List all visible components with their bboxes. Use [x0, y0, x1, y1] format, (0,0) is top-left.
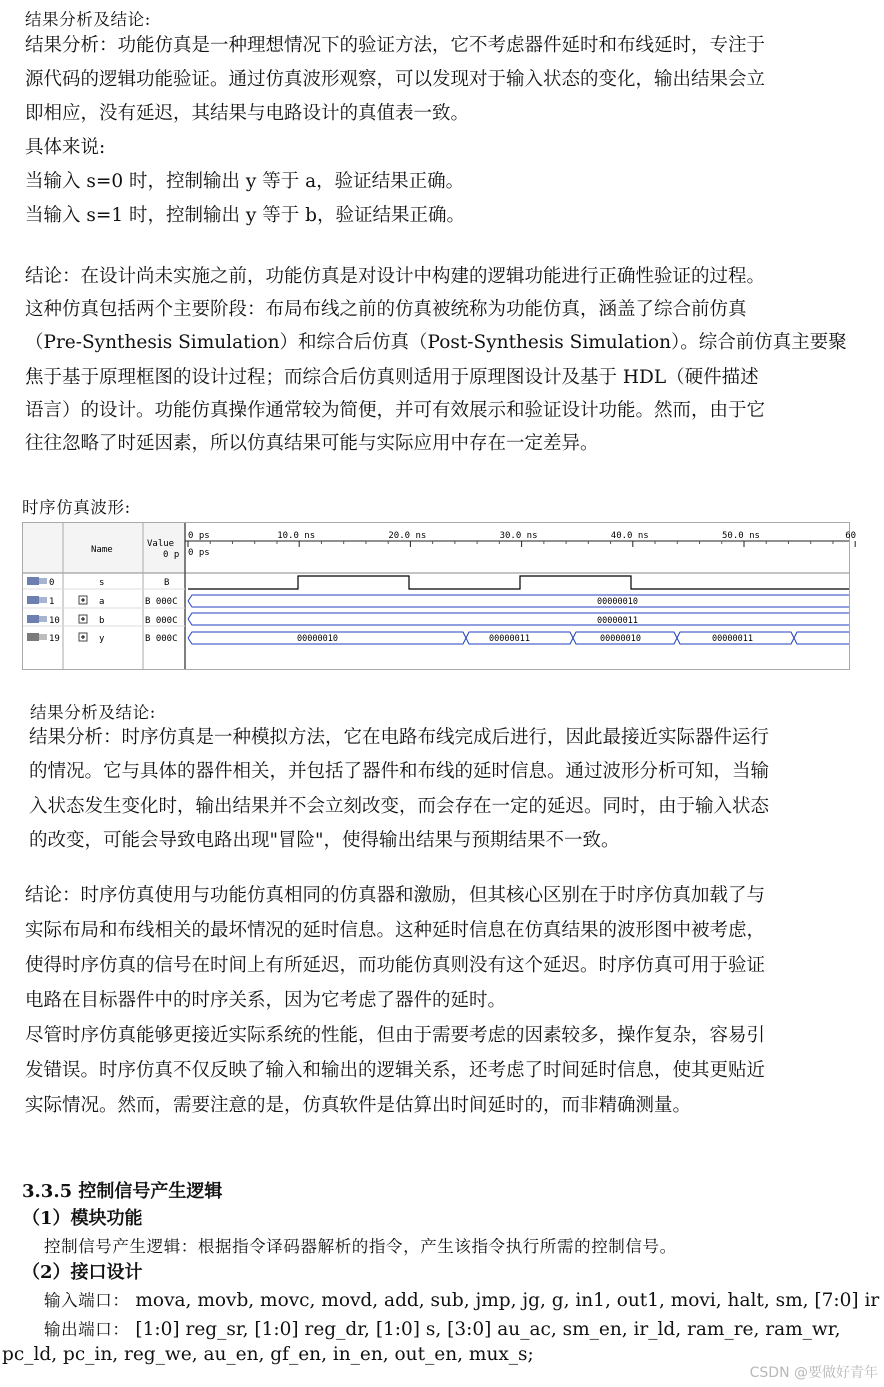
s2-p2-line6: 发错误。时序仿真不仅反映了输入和输出的逻辑关系，还考虑了时间延时信息，使其更贴近	[25, 1060, 766, 1081]
s2-p1-line4: 的改变，可能会导致电路出现"冒险"，使得输出结果与预期结果不一致。	[29, 830, 620, 851]
s1-p2-line3: （Pre-Synthesis Simulation）和综合后仿真（Post-Synthesis Simulation）。综合前仿真主要聚	[25, 332, 847, 353]
signal-name: b	[99, 616, 105, 626]
s2-p2-line1: 结论：时序仿真使用与功能仿真相同的仿真器和激励，但其核心区别在于时序仿真加载了与	[25, 885, 766, 906]
s1-p2-line5: 语言）的设计。功能仿真操作通常较为简便，并可有效展示和验证设计功能。然而，由于它	[25, 400, 766, 421]
detail-label: 具体来说:	[25, 137, 106, 158]
input-ports-list: mova, movb, movc, movd, add, sub, jmp, jg, g, in1, out1, movi, halt, sm, [7:0] ir	[135, 1290, 880, 1311]
row-a[interactable]	[27, 596, 178, 607]
input-ports-label: 输入端口：	[44, 1291, 130, 1310]
case-s1: 当输入 s=1 时，控制输出 y 等于 b，验证结果正确。	[25, 205, 465, 226]
s2-p2-line4: 电路在目标器件中的时序关系，因为它考虑了器件的延时。	[25, 990, 507, 1011]
row-index: 19	[49, 634, 60, 644]
bus-y-value: 00000010	[600, 634, 641, 644]
s2-p2-line5: 尽管时序仿真能够更接近实际系统的性能，但由于需要考虑的因素较多，操作复杂，容易引	[25, 1025, 766, 1046]
expand-icon	[79, 633, 87, 641]
s1-p1-line3: 即相应，没有延迟，其结果与电路设计的真值表一致。	[25, 103, 470, 124]
input-ports-line	[44, 1289, 879, 1313]
tick-label: 20.0 ns	[388, 531, 427, 541]
col-value-header: Value	[147, 539, 175, 549]
tick-label: 50.0 ns	[722, 531, 760, 541]
s1-p2-line2: 这种仿真包括两个主要阶段：布局布线之前的仿真被统称为功能仿真，涵盖了综合前仿真	[25, 299, 747, 320]
bus-y-value: 00000011	[712, 634, 753, 644]
module-function-heading: （1）模块功能	[22, 1208, 143, 1229]
s2-p1-line3: 入状态发生变化时，输出结果并不会立刻改变，而会存在一定的延迟。同时，由于输入状态	[29, 796, 770, 817]
section1-heading: 结果分析及结论:	[25, 10, 151, 29]
wave-title: 时序仿真波形:	[22, 498, 131, 517]
row-index: 1	[49, 597, 55, 607]
row-y[interactable]	[27, 633, 178, 644]
row-index: 10	[49, 616, 60, 626]
signal-value: B 000C	[145, 597, 178, 607]
section3-heading: 3.3.5 控制信号产生逻辑	[22, 1181, 223, 1202]
col-value-sub: 0 p	[163, 550, 180, 560]
output-ports-line-2: pc_ld, pc_in, reg_we, au_en, gf_en, in_en, out_en, mux_s;	[2, 1344, 534, 1365]
output-ports-label: 输出端口：	[44, 1320, 130, 1339]
origin-label: 0 ps	[188, 548, 210, 558]
interface-heading: （2）接口设计	[22, 1262, 143, 1283]
tick-label: 10.0 ns	[277, 531, 316, 541]
output-ports-list: [1:0] reg_sr, [1:0] reg_dr, [1:0] s, [3:0] au_ac, sm_en, ir_ld, ram_re, ram_wr,	[135, 1319, 841, 1340]
expand-icon	[79, 596, 87, 604]
csdn-watermark: CSDN @要做好青年	[749, 1365, 878, 1381]
wave-s	[188, 576, 849, 589]
bus-a-value: 00000010	[597, 597, 638, 607]
bus-b-value: 00000011	[597, 616, 638, 626]
s2-p1-line2: 的情况。它与具体的器件相关，并包括了器件和布线的延时信息。通过波形分析可知，当输	[29, 761, 770, 782]
bus-y-value: 00000011	[489, 634, 530, 644]
section2-heading: 结果分析及结论:	[30, 703, 156, 722]
signal-value: B 000C	[145, 634, 178, 644]
tick-label: 40.0 ns	[610, 531, 649, 541]
waveform-viewer	[22, 522, 857, 670]
row-s[interactable]	[27, 577, 169, 588]
signal-value: B	[164, 578, 170, 588]
wave-a	[188, 595, 849, 607]
signal-name: y	[99, 634, 105, 644]
expand-icon	[79, 615, 87, 623]
s1-p2-line6: 往往忽略了时延因素，所以仿真结果可能与实际应用中存在一定差异。	[25, 433, 599, 454]
col-name-header: Name	[91, 545, 113, 555]
tick-label: 60	[845, 531, 857, 541]
tick-label: 30.0 ns	[499, 531, 538, 541]
signal-name: a	[99, 597, 105, 607]
s2-p2-line2: 实际布局和布线相关的最坏情况的延时信息。这种延时信息在仿真结果的波形图中被考虑，	[25, 920, 766, 941]
s1-p2-line1: 结论：在设计尚未实施之前，功能仿真是对设计中构建的逻辑功能进行正确性验证的过程。	[25, 266, 766, 287]
s1-p1-line2: 源代码的逻辑功能验证。通过仿真波形观察，可以发现对于输入状态的变化，输出结果会立	[25, 69, 766, 90]
s2-p2-line7: 实际情况。然而，需要注意的是，仿真软件是估算出时间延时的，而非精确测量。	[25, 1095, 692, 1116]
case-s0: 当输入 s=0 时，控制输出 y 等于 a，验证结果正确。	[25, 171, 465, 192]
s1-p1-line1: 结果分析：功能仿真是一种理想情况下的验证方法，它不考虑器件延时和布线延时，专注于	[25, 35, 766, 56]
s2-p1-line1: 结果分析：时序仿真是一种模拟方法，它在电路布线完成后进行，因此最接近实际器件运行	[29, 727, 770, 748]
tick-label: 0 ps	[188, 531, 210, 541]
signal-name: s	[99, 578, 105, 588]
waveform-svg	[23, 523, 857, 669]
s1-p2-line4: 焦于基于原理框图的设计过程；而综合后仿真则适用于原理图设计及基于 HDL（硬件描述	[25, 367, 759, 388]
wave-b	[188, 613, 849, 625]
s2-p2-line3: 使得时序仿真的信号在时间上有所延迟，而功能仿真则没有这个延迟。时序仿真可用于验证	[25, 955, 766, 976]
row-index: 0	[49, 578, 55, 588]
output-ports-line	[44, 1318, 840, 1342]
bus-y-value: 00000010	[297, 634, 338, 644]
module-function-text: 控制信号产生逻辑：根据指令译码器解析的指令，产生该指令执行所需的控制信号。	[44, 1237, 677, 1256]
row-b[interactable]	[27, 615, 178, 626]
signal-value: B 000C	[145, 616, 178, 626]
